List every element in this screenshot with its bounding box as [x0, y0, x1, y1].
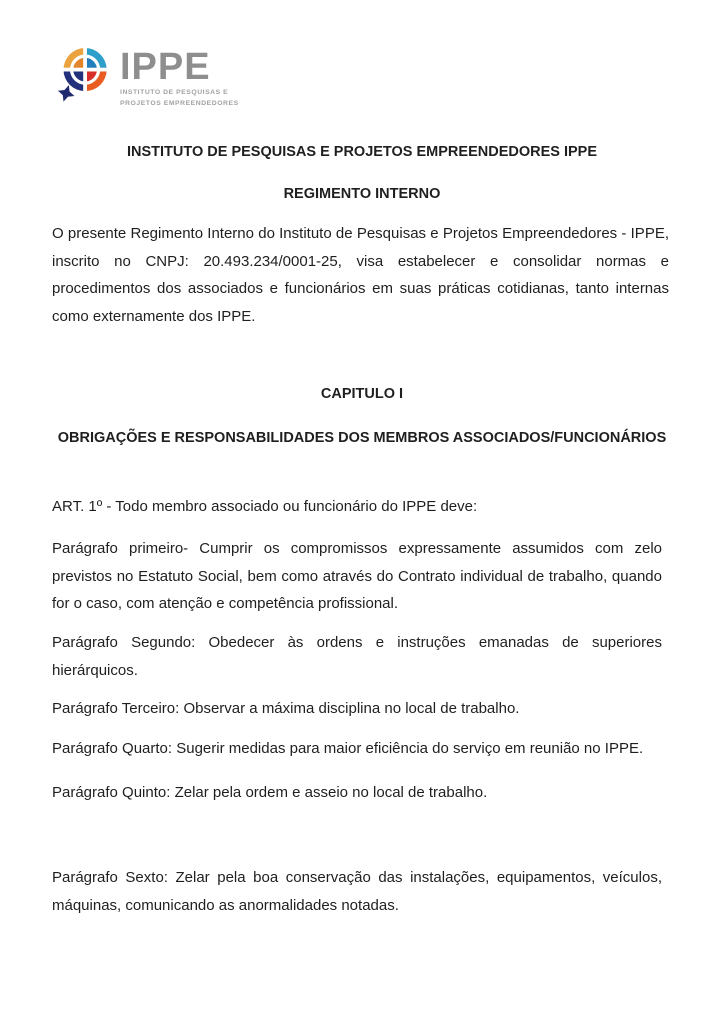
ippe-logo	[57, 44, 239, 110]
logo-subtitle-line1: INSTITUTO DE PESQUISAS E	[120, 89, 229, 97]
chapter-label: CAPITULO I	[320, 386, 404, 402]
paragraph-quarto: Parágrafo Quarto: Sugerir medidas para maior eficiência do serviço em reunião no IPPE.	[52, 740, 644, 757]
paragraph-quinto: Parágrafo Quinto: Zelar pela ordem e asseio no local de trabalho.	[52, 784, 488, 801]
logo-wordmark	[120, 46, 239, 110]
intro-paragraph: O presente Regimento Interno do Instituto de Pesquisas e Projetos Empreendedores - IPPE, inscrito no CNPJ: 20.493.234/0001-25, visa estabelecer e consolidar normas e procedimentos dos associados e funcionários em suas práticas cotidianas, tanto internas como externamente dos IPPE.	[52, 225, 669, 325]
logo-subtitle-line2: PROJETOS EMPREENDEDORES	[120, 100, 239, 108]
paragraph-segundo: Parágrafo Segundo: Obedecer às ordens e instruções emanadas de superiores hierárquicos.	[52, 634, 662, 679]
paragraph-terceiro: Parágrafo Terceiro: Observar a máxima disciplina no local de trabalho.	[52, 700, 520, 717]
target-pinwheel-icon	[57, 44, 111, 106]
document-title: INSTITUTO DE PESQUISAS E PROJETOS EMPREENDEDORES IPPE	[126, 144, 597, 160]
article-line: ART. 1º - Todo membro associado ou funcionário do IPPE deve:	[52, 498, 478, 515]
document-subtitle: REGIMENTO INTERNO	[283, 186, 441, 202]
brand-text: IPPE	[120, 46, 211, 88]
paragraph-sexto: Parágrafo Sexto: Zelar pela boa conservação das instalações, equipamentos, veículos, máquinas, comunicando as anormalidades notadas.	[52, 869, 662, 914]
logo-subtitle	[120, 88, 239, 110]
paragraph-primeiro: Parágrafo primeiro- Cumprir os compromissos expressamente assumidos com zelo previstos no Estatuto Social, bem como através do Contrato individual de trabalho, quando for o caso, com atenção e competência profissional.	[52, 540, 662, 612]
chapter-heading: OBRIGAÇÕES E RESPONSABILIDADES DOS MEMBROS ASSOCIADOS/FUNCIONÁRIOS	[57, 430, 667, 446]
